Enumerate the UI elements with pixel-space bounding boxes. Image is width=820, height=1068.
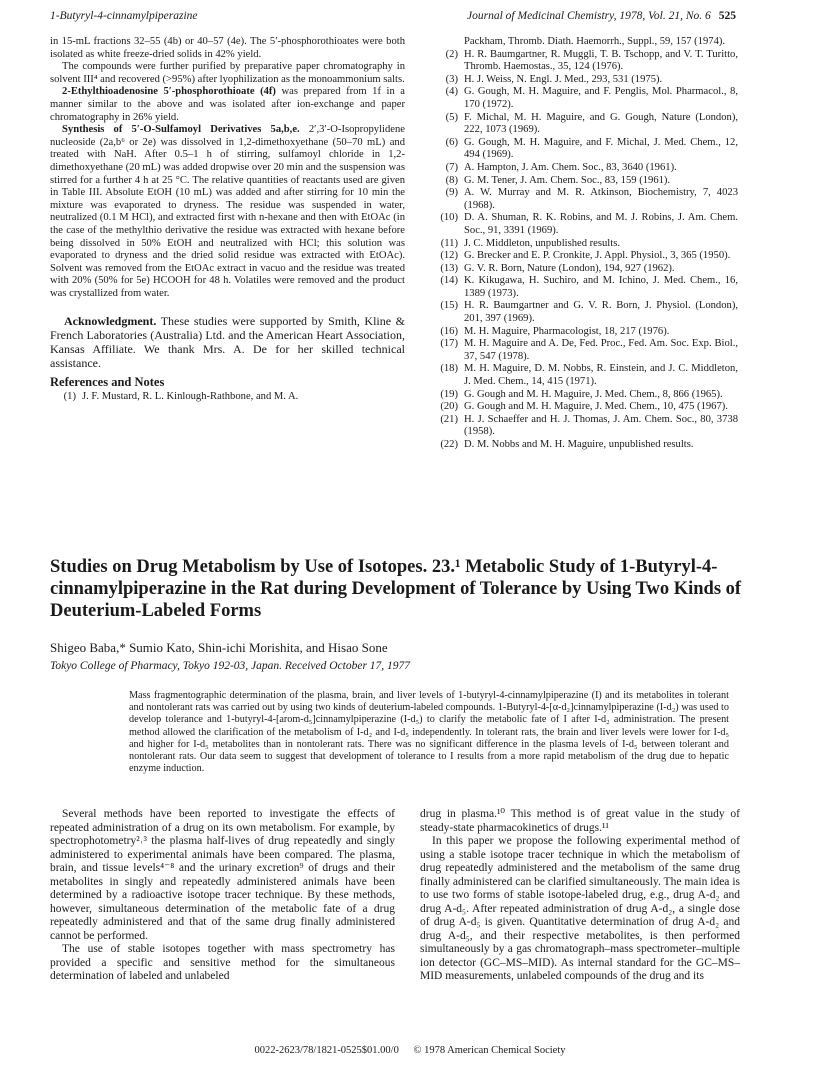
reference-item: [432, 212, 738, 237]
acknowledgment: Acknowledgment. These studies were supported by Smith, Kline & French Laboratories (Australia) Ltd. and the American Heart Association, Kansas Affiliate. We thank Mrs. A. De for her skilled technical assistance.: [50, 314, 405, 371]
reference-text: G. Gough and M. H. Maguire, J. Med. Chem., 10, 475 (1967).: [464, 401, 728, 413]
article-title: Studies on Drug Metabolism by Use of Isotopes. 23.¹ Metabolic Study of 1-Butyryl-4-cinnamylpiperazine in the Rat during Development of Tolerance by Using Two Kinds of Deuterium-Labeled Forms: [50, 557, 742, 621]
article-code: 0022-2623/78/1821-0525$01.00/0: [254, 1045, 399, 1056]
reference-text: M. H. Maguire, D. M. Nobbs, R. Einstein, and J. C. Middleton, J. Med. Chem., 14, 415 (1971).: [464, 363, 738, 388]
reference-number: (6): [445, 136, 458, 148]
reference-text: J. F. Mustard, R. L. Kinlough-Rathbone, and M. A.: [82, 391, 299, 403]
reference-text: H. J. Schaeffer and H. J. Thomas, J. Am. Chem. Soc., 80, 3738 (1958).: [464, 413, 738, 438]
reference-item: [432, 401, 738, 414]
section-heading: 2-Ethylthioadenosine 5′-phosphorothioate (4f): [62, 86, 276, 98]
references-heading: References and Notes: [50, 375, 165, 390]
reference-text: K. Kikugawa, H. Suchiro, and M. Ichino, J. Med. Chem., 16, 1389 (1973).: [464, 275, 738, 299]
paragraph: Several methods have been reported to investigate the effects of repeated administration of a drug on its own metabolism. For example, by spectrophotometry²˒³ the plasma half-lives of drug repeatedly and singly administered to experimental animals have been compared. The plasma, brain, and tissue levels⁴⁻⁸ and the urinary excretion⁹ of drugs and their metabolites in singly and repeatedly administered animals have been determined by a radioactive isotope tracer technique. By these methods, however, simultaneous determination of the metabolic fate of a drug repeatedly administered and that of the same drug finally administered cannot be performed.: [50, 808, 395, 942]
reference-number: [432, 36, 464, 49]
paragraph: In this paper we propose the following experimental method of using a stable isotope tracer technique in which the metabolism of drug repeatedly administered and the metabolism of the same drug finally administered can be clarified simultaneously. The main idea is to use two forms of stable isotope-labeled drug, e.g., drug A-d₂ and drug A-d₅. After repeated administration of drug A-d₂, a single dose of drug A-d₅ is given. Quantitative determination of drug A-d₂ and drug A-d₅, and their respective metabolites, is then performed simultaneously by a gas chromatograph–mass spectrometer–multiple ion detector (GC–MS–MID). As internal standard for the GC–MS–MID measurements, unlabeled compounds of the drug and its: [420, 835, 740, 982]
paragraph: Synthesis of 5′-O-Sulfamoyl Derivatives 5a,b,e. 2′,3′-O-Isopropylidene nucleoside (2a,b⁶ or 2e) was dissolved in 1,2-dimethoxyethane (50–70 mL) and treated with NaH. After 0.5–1 h of stirring, sulfamoyl chloride in 1,2-dimethoxyethane (20 mL) was added dropwise over 20 min and the suspension was stirred for a further 4 h at 25 °C. The relative quantities of reactants used are given in Table III. Absolute EtOH (10 mL) was added and after stirring for 10 min the mixture was evaporated to dryness. The residue was suspended in water, neutralized (0.1 M HCl), and extracted first with n-hexane and then with EtOAc (in the case of the methylthio derivative the residue was extracted with hexane before being dissolved in 50% EtOH and neutralized with HCl; this solution was evaporated to dryness and the dried solid residue was extracted with EtOAc). Solvent was removed from the EtOAc extract in vacuo and the residue was treated with 20% (50% for 5e) HCOOH for 48 h. Volatiles were removed and the product was crystallized from water.: [50, 124, 405, 299]
reference-number: (14): [440, 275, 458, 287]
reference-item: [432, 414, 738, 439]
reference-text: D. M. Nobbs and M. H. Maguire, unpublished results.: [464, 439, 694, 450]
reference-item: [432, 74, 738, 87]
references-list: [432, 36, 738, 452]
reference-number: (13): [440, 262, 458, 274]
authors: Shigeo Baba,* Sumio Kato, Shin-ichi Morishita, and Hisao Sone: [50, 640, 388, 655]
reference-item: [432, 86, 738, 111]
reference-item: [432, 137, 738, 162]
reference-text: F. Michal, M. H. Maguire, and G. Gough, Nature (London), 222, 1073 (1969).: [464, 111, 738, 136]
reference-item: [432, 300, 738, 325]
reference-item: [432, 175, 738, 188]
paragraph: The compounds were further purified by preparative paper chromatography in solvent III⁴ and recovered (>95%) after lyophilization as the monoammonium salts.: [50, 61, 405, 85]
reference-number: (5): [445, 111, 458, 123]
reference-number: (22): [440, 439, 458, 450]
reference-text: H. R. Baumgartner, R. Muggli, T. B. Tschopp, and V. T. Turitto, Thromb. Haemostas., 35, 124 (1976).: [464, 48, 738, 73]
reference-number: (21): [440, 413, 458, 425]
paragraph: The use of stable isotopes together with mass spectrometry has provided a specific and sensitive method for the simultaneous determination of labeled and unlabeled: [50, 943, 395, 982]
reference-item: [432, 363, 738, 388]
paragraph: drug in plasma.¹⁰ This method is of great value in the study of steady-state pharmacokinetics of drugs.¹¹: [420, 808, 740, 834]
page-footer: [0, 1045, 820, 1056]
reference-item: [432, 326, 738, 339]
affiliation: Tokyo College of Pharmacy, Tokyo 192-03, Japan. Received October 17, 1977: [50, 660, 411, 672]
page-number: 525: [718, 10, 736, 22]
reference-item: [432, 162, 738, 175]
reference-number: (3): [445, 73, 458, 85]
reference-item: [432, 238, 738, 251]
section-heading: Synthesis of 5′-O-Sulfamoyl Derivatives 5a,b,e.: [62, 124, 300, 136]
running-header: [50, 10, 736, 28]
reference-text: H. R. Baumgartner and G. V. R. Born, J. Physiol. (London), 201, 397 (1969).: [464, 300, 738, 325]
reference-text: M. H. Maguire and A. De, Fed. Proc., Fed. Am. Soc. Exp. Biol., 37, 547 (1978).: [464, 338, 738, 362]
reference-text: Packham, Thromb. Diath. Haemorrh., Suppl., 59, 157 (1974).: [464, 36, 726, 47]
reference-item: [432, 36, 738, 49]
running-title: 1-Butyryl-4-cinnamylpiperazine: [50, 10, 198, 22]
reference-number: (19): [440, 388, 458, 400]
reference-number: (15): [440, 300, 458, 312]
body-left-column: [50, 808, 395, 984]
ack-heading: Acknowledgment.: [64, 314, 157, 329]
reference-text: G. M. Tener, J. Am. Chem. Soc., 83, 159 (1961).: [464, 174, 671, 186]
reference-number: (7): [445, 161, 458, 173]
reference-number: (10): [440, 212, 458, 224]
reference-number: (9): [445, 187, 458, 199]
reference-text: G. Gough, M. H. Maguire, and F. Penglis, Mol. Pharmacol., 8, 170 (1972).: [464, 86, 738, 110]
reference-item: [432, 187, 738, 212]
reference-text: D. A. Shuman, R. K. Robins, and M. J. Robins, J. Am. Chem. Soc., 91, 3391 (1969).: [464, 212, 738, 236]
reference-number: (2): [445, 48, 458, 60]
reference-text: G. V. R. Born, Nature (London), 194, 927 (1962).: [464, 262, 675, 274]
reference-item: [432, 49, 738, 74]
reference-text: H. J. Weiss, N. Engl. J. Med., 293, 531 (1975).: [464, 73, 663, 85]
reference-number: (12): [440, 250, 458, 262]
reference-item: [432, 389, 738, 402]
reference-text: G. Gough and M. H. Maguire, J. Med. Chem., 8, 866 (1965).: [464, 388, 723, 400]
reference-text: M. H. Maguire, Pharmacologist, 18, 217 (1976).: [464, 325, 670, 337]
reference-item: [432, 112, 738, 137]
reference-text: A. Hampton, J. Am. Chem. Soc., 83, 3640 (1961).: [464, 161, 677, 173]
reference-number: (18): [440, 363, 458, 375]
reference-text: G. Gough, M. H. Maguire, and F. Michal, J. Med. Chem., 12, 494 (1969).: [464, 136, 738, 161]
paragraph: 2-Ethylthioadenosine 5′-phosphorothioate (4f) was prepared from 1f in a manner similar to the above and was isolated after ion-exchange and paper chromatography in 26% yield.: [50, 86, 405, 123]
reference-number: (8): [445, 174, 458, 186]
paragraph: in 15-mL fractions 32–55 (4b) or 40–57 (4e). The 5′-phosphorothioates were both isolated as white freeze-dried solids in 42% yield.: [50, 36, 405, 60]
reference-item: [432, 338, 738, 363]
journal-citation: Journal of Medicinal Chemistry, 1978, Vol. 21, No. 6 525: [467, 10, 736, 22]
reference-number: (17): [440, 338, 458, 350]
reference-item: [50, 391, 405, 404]
reference-number: (1): [63, 391, 76, 403]
body-right-column: [420, 808, 740, 984]
reference-item: [432, 250, 738, 263]
reference-number: (16): [440, 325, 458, 337]
reference-item: [432, 275, 738, 300]
left-column: [50, 36, 405, 404]
reference-text: A. W. Murray and M. R. Atkinson, Biochemistry, 7, 4023 (1968).: [464, 187, 738, 211]
abstract: Mass fragmentographic determination of the plasma, brain, and liver levels of 1-butyryl-4-cinnamylpiperazine (I) and its metabolites in tolerant and nontolerant rats was carried out by using two kinds of deuterium-labeled compounds. 1-Butyryl-4-[α-d₂]cinnamylpiperazine (I-d₂) was used to develop tolerance and 1-butyryl-4-[arom-d₅]cinnamylpiperazine (I-d₅) to clarify the metabolic fate of I after I-d₂ administration. The present method allowed the clarification of the metabolism of I-d₂ and I-d₅ independently. In tolerant rats, the brain and liver levels were lower for I-d₅ and higher for I-d₅ metabolites than in nontolerant rats. There was no significant difference in the plasma levels of I-d₅ between tolerant and nontolerant rats. Our data seem to suggest that development of tolerance to I results from a more rapid metabolism of the drug due to hepatic enzyme induction.: [129, 690, 729, 775]
reference-item: [432, 263, 738, 276]
copyright: © 1978 American Chemical Society: [413, 1045, 566, 1056]
reference-text: G. Brecker and E. P. Cronkite, J. Appl. Physiol., 3, 365 (1950).: [464, 250, 731, 262]
reference-number: (4): [445, 86, 458, 98]
reference-number: (11): [440, 237, 458, 249]
reference-text: J. C. Middleton, unpublished results.: [464, 237, 620, 249]
reference-number: (20): [440, 401, 458, 413]
reference-item: [432, 439, 738, 452]
